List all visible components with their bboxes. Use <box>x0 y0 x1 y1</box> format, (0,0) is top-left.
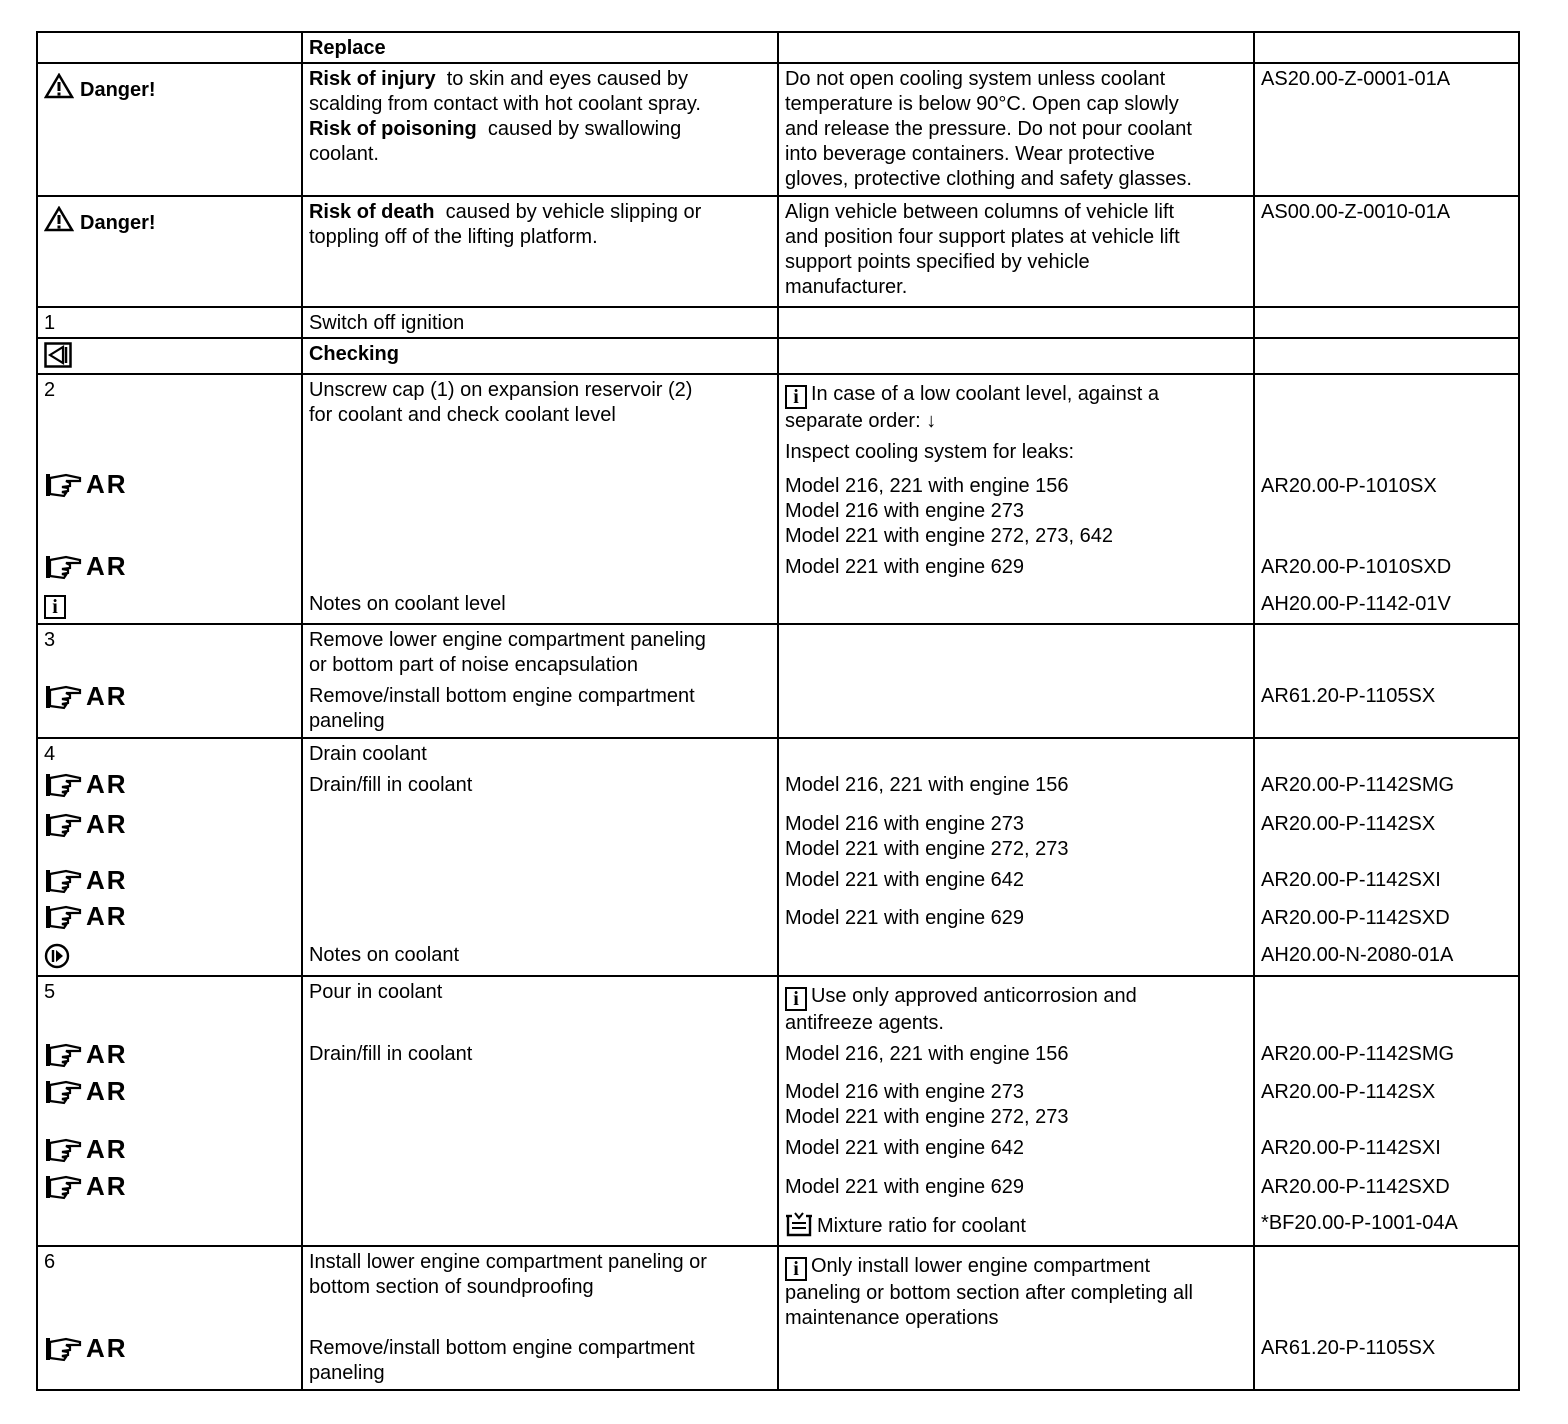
model-text: Model 221 with engine 642 <box>784 869 1025 891</box>
reference-code[interactable]: AR20.00-P-1142SX <box>1261 813 1436 835</box>
reference-code[interactable]: AR20.00-P-1142SXI <box>1261 869 1441 891</box>
step-text: Drain/fill in coolant <box>308 774 473 796</box>
note-text: antifreeze agents. <box>784 1012 944 1034</box>
ar-label: AR <box>86 550 128 581</box>
note-circle-icon <box>44 943 70 969</box>
reference-code[interactable]: AR20.00-P-1142SXD <box>1261 907 1450 929</box>
checking-row <box>37 338 1519 374</box>
pointing-hand-icon <box>44 902 84 930</box>
step-text: paneling <box>308 710 385 732</box>
ar-reference-marker <box>44 1333 128 1363</box>
ar-label: AR <box>86 1332 128 1363</box>
pointing-hand-icon <box>44 770 84 798</box>
ar-label: AR <box>86 900 128 931</box>
ar-label: AR <box>86 808 128 839</box>
model-text: Model 216, 221 with engine 156 <box>784 774 1069 796</box>
reference-code[interactable]: AH20.00-P-1142-01V <box>1261 593 1451 615</box>
reference-code[interactable]: AR61.20-P-1105SX <box>1261 685 1436 707</box>
step-text: paneling <box>308 1362 385 1384</box>
step-text: Drain coolant <box>308 743 427 765</box>
step-row <box>37 374 1519 624</box>
step-text: Switch off ignition <box>308 312 465 334</box>
model-text: Model 221 with engine 272, 273 <box>784 838 1069 860</box>
note-text: Inspect cooling system for leaks: <box>784 441 1074 463</box>
model-text: Model 221 with engine 629 <box>784 907 1025 929</box>
reference-code[interactable]: AS00.00-Z-0010-01A <box>1261 201 1451 223</box>
pointing-hand-icon <box>44 1040 84 1068</box>
ar-reference-marker <box>44 809 128 839</box>
step-number: 4 <box>44 743 56 765</box>
pointing-hand-icon <box>44 1077 84 1105</box>
info-text: Notes on coolant level <box>308 593 506 615</box>
step-number: 2 <box>44 379 56 401</box>
ar-label: AR <box>86 1133 128 1164</box>
risk-text: caused by swallowing <box>476 118 682 140</box>
risk-text: scalding from contact with hot coolant spray. <box>308 93 701 115</box>
step-text: Pour in coolant <box>308 981 443 1003</box>
safety-measure: and release the pressure. Do not pour coolant <box>784 118 1192 140</box>
section-title: Replace <box>308 37 386 59</box>
danger-row <box>37 196 1519 307</box>
risk-title: Risk of injury <box>308 68 436 90</box>
ar-reference-marker <box>44 769 128 799</box>
step-number: 5 <box>44 981 56 1003</box>
safety-measure: manufacturer. <box>784 276 908 298</box>
risk-text: to skin and eyes caused by <box>435 68 689 90</box>
safety-measure: Align vehicle between columns of vehicle lift <box>784 201 1175 223</box>
ar-reference-marker <box>44 469 128 499</box>
model-text: Model 216 with engine 273 <box>784 813 1025 835</box>
step-number: 3 <box>44 629 56 651</box>
ar-label: AR <box>86 768 128 799</box>
reference-code[interactable]: AR20.00-P-1142SXI <box>1261 1137 1441 1159</box>
pointing-hand-icon <box>44 1135 84 1163</box>
note-text: maintenance operations <box>784 1307 999 1329</box>
safety-measure: support points specified by vehicle <box>784 251 1090 273</box>
step-number: 1 <box>44 312 56 334</box>
model-text: Model 216 with engine 273 <box>784 500 1025 522</box>
reference-code[interactable]: AR20.00-P-1010SXD <box>1261 556 1452 578</box>
model-text: Model 216, 221 with engine 156 <box>784 1043 1069 1065</box>
ar-reference-marker <box>44 1134 128 1164</box>
ar-reference-marker <box>44 901 128 931</box>
step-text: Install lower engine compartment paneling or <box>308 1251 707 1273</box>
ar-reference-marker <box>44 865 128 895</box>
step-number: 6 <box>44 1251 56 1273</box>
note-text: Notes on coolant <box>308 944 460 966</box>
step-text: Remove lower engine compartment paneling <box>308 629 706 651</box>
step-text: Drain/fill in coolant <box>308 1043 473 1065</box>
risk-text: caused by vehicle slipping or <box>434 201 702 223</box>
safety-measure: gloves, protective clothing and safety glasses. <box>784 168 1192 190</box>
ar-reference-marker <box>44 1039 128 1069</box>
risk-text: toppling off of the lifting platform. <box>308 226 598 248</box>
pointing-hand-icon <box>44 810 84 838</box>
info-icon: i <box>44 595 66 619</box>
checking-symbol-icon <box>44 342 72 368</box>
reference-code[interactable]: AS20.00-Z-0001-01A <box>1261 68 1451 90</box>
step-text: Remove/install bottom engine compartment <box>308 685 695 707</box>
model-text: Model 221 with engine 629 <box>784 1176 1025 1198</box>
pointing-hand-icon <box>44 552 84 580</box>
safety-measure: temperature is below 90°C. Open cap slowly <box>784 93 1179 115</box>
model-text: Model 221 with engine 629 <box>784 556 1025 578</box>
safety-measure: and position four support plates at vehicle lift <box>784 226 1180 248</box>
step-row <box>37 1246 1519 1390</box>
danger-label: Danger! <box>80 79 156 101</box>
step-text: Unscrew cap (1) on expansion reservoir (2) <box>308 379 693 401</box>
ar-label: AR <box>86 680 128 711</box>
reference-code[interactable]: AR20.00-P-1010SX <box>1261 475 1437 497</box>
repair-procedure-table <box>36 31 1520 1391</box>
ar-label: AR <box>86 1075 128 1106</box>
step-row <box>37 307 1519 338</box>
ar-label: AR <box>86 468 128 499</box>
ar-reference-marker <box>44 551 128 581</box>
ar-label: AR <box>86 1038 128 1069</box>
info-icon: i <box>785 987 807 1011</box>
safety-measure: Do not open cooling system unless coolant <box>784 68 1166 90</box>
ar-reference-marker <box>44 681 128 711</box>
step-text: for coolant and check coolant level <box>308 404 616 426</box>
pointing-hand-icon <box>44 470 84 498</box>
fluid-container-icon <box>785 1211 813 1237</box>
danger-label: Danger! <box>80 212 156 234</box>
model-text: Model 216 with engine 273 <box>784 1081 1025 1103</box>
step-row <box>37 624 1519 738</box>
safety-measure: into beverage containers. Wear protective <box>784 143 1155 165</box>
model-text: Model 221 with engine 642 <box>784 1137 1025 1159</box>
note-text: separate order: <box>784 410 921 432</box>
note-text: Use only approved anticorrosion and <box>810 985 1137 1007</box>
warning-triangle-icon <box>44 206 74 232</box>
model-text: Model 216, 221 with engine 156 <box>784 475 1069 497</box>
reference-code[interactable]: AR20.00-P-1142SMG <box>1261 774 1455 796</box>
info-icon: i <box>785 385 807 409</box>
note-text: Mixture ratio for coolant <box>816 1215 1026 1237</box>
ar-label: AR <box>86 864 128 895</box>
info-icon: i <box>785 1257 807 1281</box>
reference-code[interactable]: AH20.00-N-2080-01A <box>1261 944 1454 966</box>
reference-code[interactable]: AR20.00-P-1142SXD <box>1261 1176 1450 1198</box>
model-text: Model 221 with engine 272, 273 <box>784 1106 1069 1128</box>
arrow-down-icon: ↓ <box>926 410 937 432</box>
model-text: Model 221 with engine 272, 273, 642 <box>784 525 1114 547</box>
note-text: paneling or bottom section after completing all <box>784 1282 1193 1304</box>
note-text: Only install lower engine compartment <box>810 1255 1151 1277</box>
ar-reference-marker <box>44 1171 128 1201</box>
risk-text: coolant. <box>308 143 379 165</box>
risk-title: Risk of death <box>308 201 435 223</box>
reference-code[interactable]: AR61.20-P-1105SX <box>1261 1337 1436 1359</box>
step-text: Remove/install bottom engine compartment <box>308 1337 695 1359</box>
reference-code[interactable]: AR20.00-P-1142SX <box>1261 1081 1436 1103</box>
danger-row <box>37 63 1519 196</box>
pointing-hand-icon <box>44 1172 84 1200</box>
pointing-hand-icon <box>44 866 84 894</box>
reference-code[interactable]: AR20.00-P-1142SMG <box>1261 1043 1455 1065</box>
checking-title: Checking <box>308 343 399 365</box>
step-text: bottom section of soundproofing <box>308 1276 594 1298</box>
reference-code[interactable]: *BF20.00-P-1001-04A <box>1261 1212 1458 1234</box>
ar-label: AR <box>86 1170 128 1201</box>
header-row <box>37 32 1519 63</box>
step-text: or bottom part of noise encapsulation <box>308 654 639 676</box>
warning-triangle-icon <box>44 73 74 99</box>
ar-reference-marker <box>44 1076 128 1106</box>
note-text: In case of a low coolant level, against a <box>810 383 1159 405</box>
step-row <box>37 738 1519 976</box>
pointing-hand-icon <box>44 1334 84 1362</box>
pointing-hand-icon <box>44 682 84 710</box>
step-row <box>37 976 1519 1246</box>
risk-title: Risk of poisoning <box>308 118 477 140</box>
